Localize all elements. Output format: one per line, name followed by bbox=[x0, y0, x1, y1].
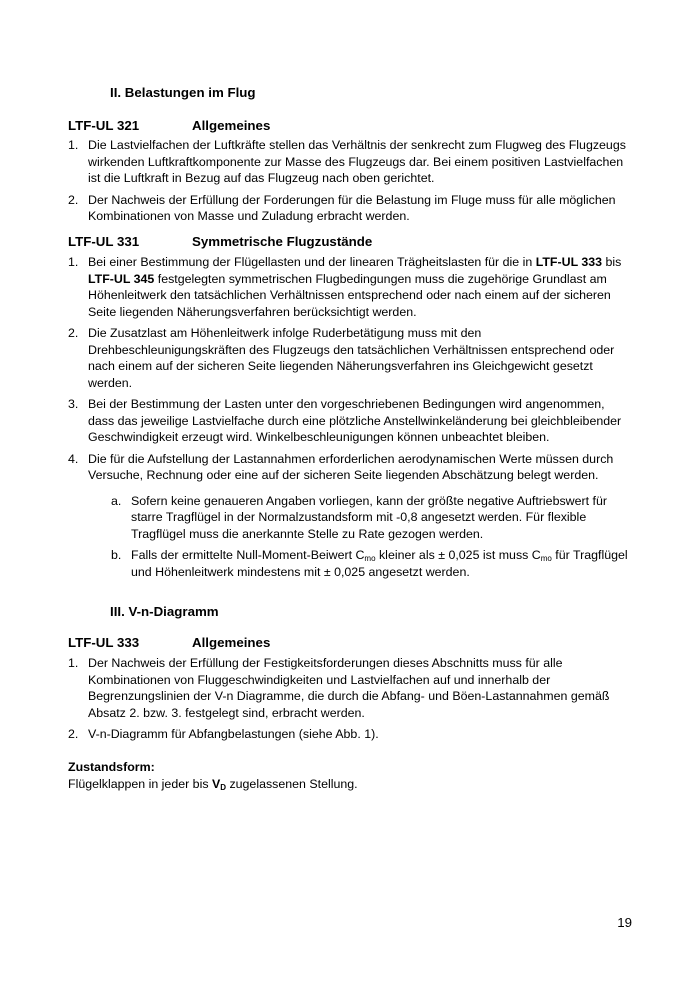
list-item: 1. Der Nachweis der Erfüllung der Festigkeitsforderungen dieses Abschnitts muss für alle Kombinationen von Fluggeschwindigkeiten und Lastvielfachen auf und innerhalb der Begrenzungslinien der V-n Diagramme, die durch die Abfang- und Böen-Lastannahmen gemäß Absatz 2. bzw. 3. festgelegt sind, erbracht werden. bbox=[68, 656, 610, 720]
item-text: Der Nachweis der Erfüllung der Forderungen für die Belastung im Fluge muss für alle möglichen Kombinationen von Masse und Zuladung erbracht werden. bbox=[88, 192, 616, 223]
list-ltf-ul-321 bbox=[68, 137, 633, 230]
sub-list bbox=[88, 493, 633, 581]
heading-title: Symmetrische Flugzustände bbox=[192, 234, 373, 249]
sub-list-item: b. Falls der ermittelte Null-Moment-Beiwert $C_{mo}$ kleiner als ± 0,025 ist muss $C_{mo}$ für Tragflügel und Höhenleitwerk mindestens mit ± 0,025 angesetzt werden. bbox=[111, 548, 628, 579]
list-item: 3. Bei der Bestimmung der Lasten unter den vorgeschriebenen Bedingungen wird angenommen, dass das jeweilige Lastvielfache durch eine plötzliche Anstellwinkeländerung bei gleichbleibender Geschwindigkeit erzeugt wird. Winkelbeschleunigungen können unbeachtet bleiben. bbox=[68, 397, 622, 444]
list-ltf-ul-333 bbox=[68, 655, 633, 748]
item-text: Die Lastvielfachen der Luftkräfte stellen das Verhältnis der senkrecht zum Flugweg des Flugzeugs wirkenden Luftkraftkomponente zur Masse des Flugzeugs dar. Bei einem positiven Lastvielfachen ist die Luftkraft in Bezug auf das Flugzeug nach oben gerichtet. bbox=[88, 138, 626, 185]
heading-ltf-ul-331 bbox=[68, 233, 372, 250]
list-item: 1. Bei einer Bestimmung der Flügellasten und der linearen Trägheitslasten für die in LTF-UL 333 bis LTF-UL 345 festgelegten symmetrischen Flugbedingungen muss die zugehörige Grundlast am Höhenleitwerk den tatsächlichen Verhältnissen entsprechend oder nach einem auf der sicheren Seite liegenden Näherungsverfahren berücksichtigt werden. bbox=[68, 255, 622, 319]
heading-code: LTF-UL 333 bbox=[68, 635, 140, 650]
list-item: 2. Die Zusatzlast am Höhenleitwerk infolge Ruderbetätigung muss mit den Drehbeschleunigungskräften des Flugzeugs den tatsächlichen Verhältnissen entsprechend oder nach einem auf der sicheren Seite liegenden Näherungsverfahren ins Gleichgewicht gesetzt werden. bbox=[68, 326, 615, 390]
list-item: 4. Die für die Aufstellung der Lastannahmen erforderlichen aerodynamischen Werte müssen durch Versuche, Rechnung oder eine auf der sicheren Seite liegenden Abschätzung belegt werden. a. Sofern keine genaueren Angaben vorliegen, kann der größte negative Auftriebswert für starre Tragflügel in der Normalzustandsform mit -0,8 angesetzt werden. Für flexible Tragflügel muss die anerkannte Stelle zu Rate gezogen werden. b. Falls der ermittelte Null-Moment-Beiwert $C_{mo}$ kleiner als ± 0,025 ist muss $C_{mo}$ für Tragflügel und Höhenleitwerk mindestens mit ± 0,025 angesetzt werden. bbox=[68, 451, 633, 581]
heading-code: LTF-UL 331 bbox=[68, 234, 140, 249]
item-text: Die Zusatzlast am Höhenleitwerk infolge Ruderbetätigung muss mit den Drehbeschleunigungskräften des Flugzeugs den tatsächlichen Verhältnissen entsprechend oder nach einem auf der sicheren Seite liegenden Näherungsverfahren ins Gleichgewicht gesetzt werden. bbox=[88, 326, 615, 390]
reference-ltf-ul-333: LTF-UL 333 bbox=[535, 255, 603, 269]
zustandsform-label: Zustandsform: bbox=[68, 760, 155, 774]
list-ltf-ul-331 bbox=[68, 254, 633, 585]
sub-list-item: a. Sofern keine genaueren Angaben vorliegen, kann der größte negative Auftriebswert für starre Tragflügel in der Normalzustandsform mit -0,8 angesetzt werden. Für flexible Tragflügel muss die anerkannte Stelle zu Rate gezogen werden. bbox=[111, 493, 607, 541]
heading-title: Allgemeines bbox=[192, 635, 271, 650]
zustandsform-text: Flügelklappen in jeder bis $V_D$ zugelassenen Stellung. bbox=[68, 777, 358, 792]
list-item: 2. V-n-Diagramm für Abfangbelastungen (siehe Abb. 1). bbox=[68, 727, 379, 741]
speed-vd: $V_D$ bbox=[211, 777, 227, 792]
item-text: V-n-Diagramm für Abfangbelastungen (siehe Abb. 1). bbox=[88, 727, 379, 741]
item-text: Die für die Aufstellung der Lastannahmen erforderlichen aerodynamischen Werte müssen durch Versuche, Rechnung oder eine auf der sicheren Seite liegenden Abschätzung belegt werden. bbox=[88, 451, 614, 482]
item-text: Bei der Bestimmung der Lasten unter den vorgeschriebenen Bedingungen wird angenommen, dass das jeweilige Lastvielfache durch eine plötzliche Anstellwinkeländerung bei gleichbleibender Geschwindigkeit erzeugt wird. Winkelbeschleunigungen können unbeachtet bleiben. bbox=[88, 397, 622, 444]
list-item: 2. Der Nachweis der Erfüllung der Forderungen für die Belastung im Fluge muss für alle möglichen Kombinationen von Masse und Zuladung erbracht werden. bbox=[68, 192, 616, 223]
heading-ltf-ul-333 bbox=[68, 634, 270, 651]
item-text: Der Nachweis der Erfüllung der Festigkeitsforderungen dieses Abschnitts muss für alle Kombinationen von Fluggeschwindigkeiten und Lastvielfachen auf und innerhalb der Begrenzungslinien der V-n Diagramme, die durch die Abfang- und Böen-Lastannahmen gemäß Absatz 2. bzw. 3. festgelegt sind, erbracht werden. bbox=[88, 656, 610, 720]
heading-ltf-ul-321 bbox=[68, 117, 270, 134]
sub-item-text: Sofern keine genaueren Angaben vorliegen, kann der größte negative Auftriebswert für starre Tragflügel in der Normalzustandsform mit -0,8 angesetzt werden. Für flexible Tragflügel muss die anerkannte Stelle zu Rate gezogen werden. bbox=[131, 493, 607, 541]
heading-code: LTF-UL 321 bbox=[68, 118, 140, 133]
section-title-vn-diagramm: III. V-n-Diagramm bbox=[110, 604, 219, 619]
heading-title: Allgemeines bbox=[192, 118, 271, 133]
list-item: 1. Die Lastvielfachen der Luftkräfte stellen das Verhältnis der senkrecht zum Flugweg des Flugzeugs wirkenden Luftkraftkomponente zur Masse des Flugzeugs dar. Bei einem positiven Lastvielfachen ist die Luftkraft in Bezug auf das Flugzeug nach oben gerichtet. bbox=[68, 138, 626, 185]
section-title-belastungen: II. Belastungen im Flug bbox=[110, 85, 256, 100]
page-number: 19 bbox=[617, 915, 632, 930]
reference-ltf-ul-345: LTF-UL 345 bbox=[88, 271, 155, 286]
